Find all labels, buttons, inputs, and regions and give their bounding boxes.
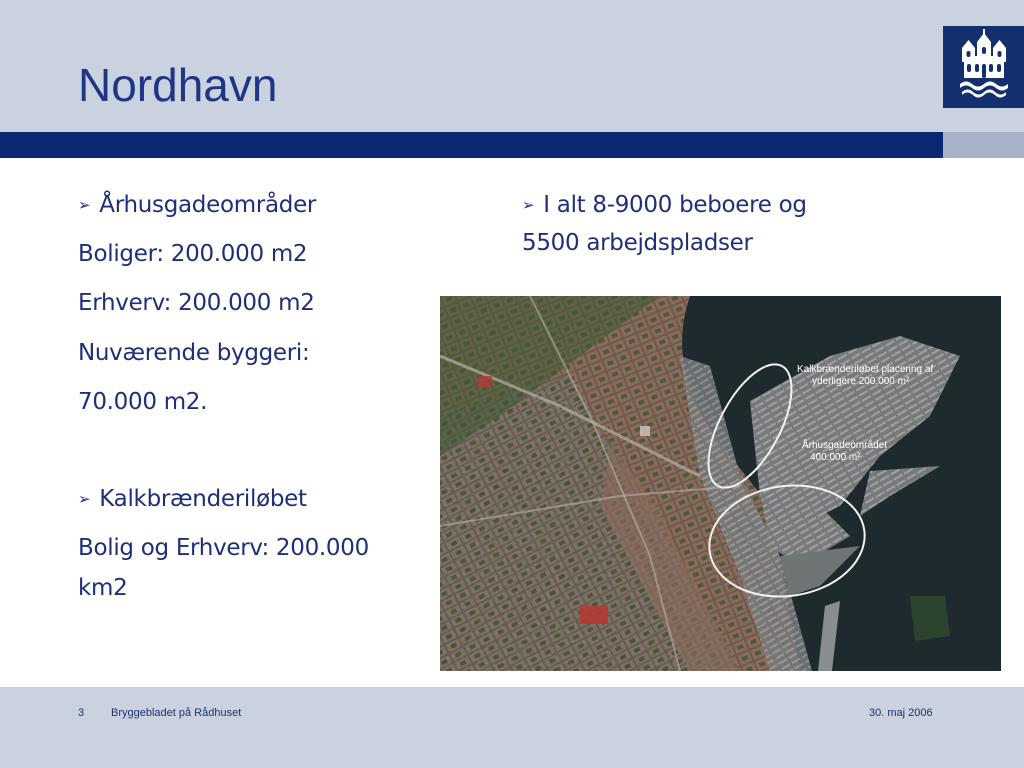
body-line: 70.000 m2. (78, 389, 208, 415)
city-logo (943, 26, 1024, 108)
bullet-continuation: 5500 arbejdspladser (522, 230, 753, 256)
title-rule-end (943, 132, 1024, 158)
body-line: Bolig og Erhverv: 200.000 (78, 535, 369, 561)
arrowhead-bullet-icon: ➢ (78, 490, 91, 508)
bullet-text: Kalkbrænderiløbet (99, 486, 307, 512)
copenhagen-coat-of-arms-icon (943, 26, 1024, 108)
bullet-item (522, 190, 807, 221)
annotation-label: Århusgadeområdet (802, 440, 888, 451)
aerial-photo-nordhavn (440, 296, 1001, 671)
arrowhead-bullet-icon: ➢ (522, 196, 535, 214)
bullet-item (78, 484, 307, 515)
body-line: Nuværende byggeri: (78, 340, 310, 366)
right-text-column (522, 190, 902, 280)
bullet-text: Århusgadeområder (99, 192, 317, 218)
aerial-map-image (440, 296, 1001, 671)
left-text-column (78, 190, 438, 610)
annotation-label: Kalkbrænderiløbet placering af (797, 364, 934, 375)
body-line: Boliger: 200.000 m2 (78, 241, 308, 267)
footer-presentation-name: Bryggebladet på Rådhuset (111, 707, 242, 719)
title-rule (0, 132, 943, 158)
annotation-label: 400.000 m² (810, 452, 861, 463)
body-line: km2 (78, 575, 128, 601)
footer-date: 30. maj 2006 (869, 707, 933, 719)
footer-band (0, 687, 1024, 768)
bullet-text: I alt 8-9000 beboere og (543, 192, 807, 218)
bullet-item (78, 190, 316, 221)
body-line: Erhverv: 200.000 m2 (78, 290, 315, 316)
page-number: 3 (78, 707, 85, 719)
arrowhead-bullet-icon: ➢ (78, 196, 91, 214)
slide-title: Nordhavn (78, 59, 278, 111)
annotation-label: yderligere 200.000 m² (812, 376, 910, 387)
